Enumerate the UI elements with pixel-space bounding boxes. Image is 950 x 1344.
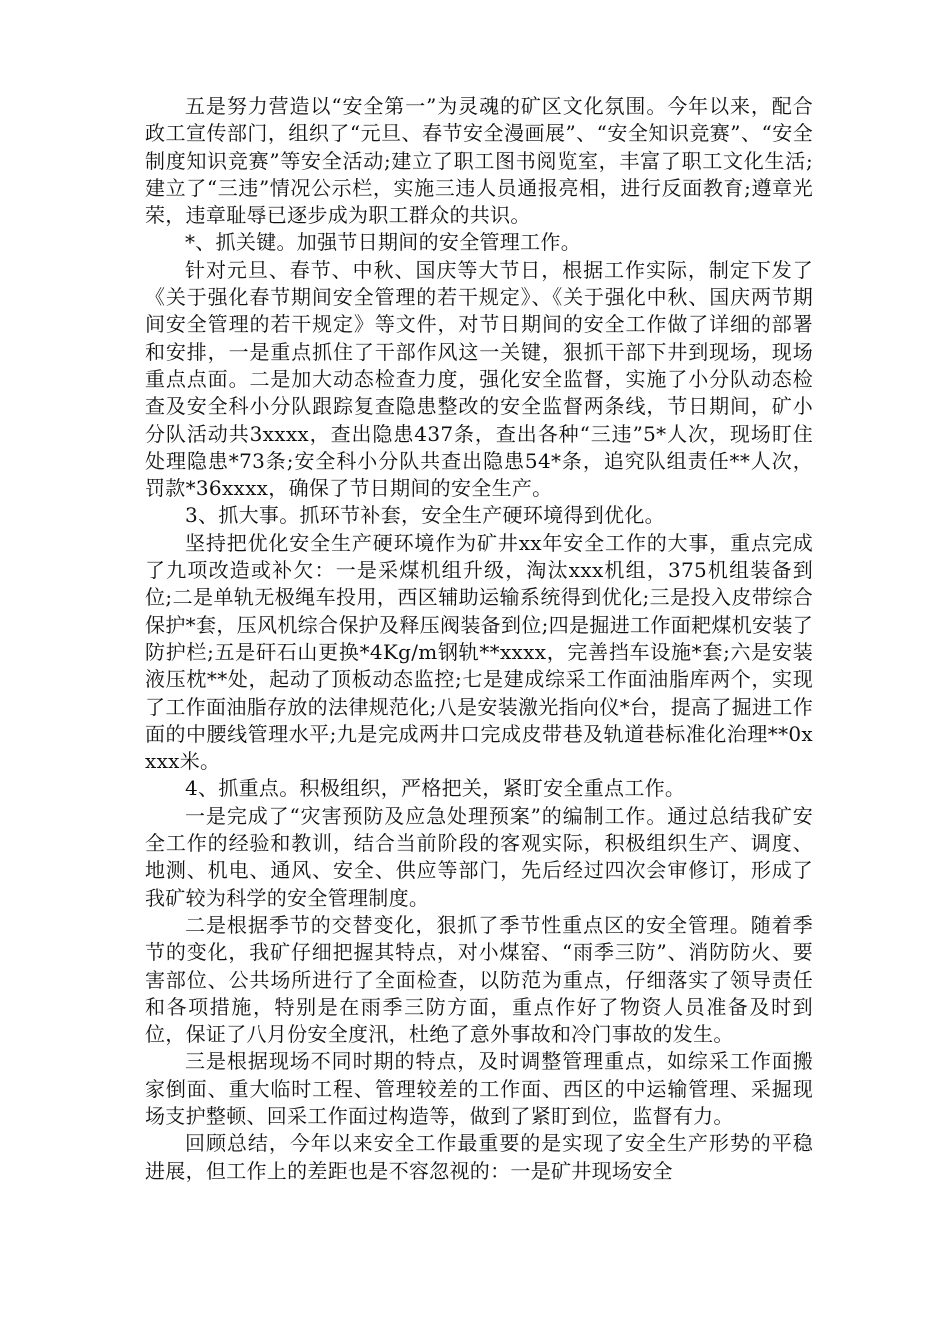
paragraph-holiday-safety: 针对元旦、春节、中秋、国庆等大节日，根据工作实际，制定下发了《关于强化春节期间安全管理的若干规定》、《关于强化中秋、国庆两节期间安全管理的若干规定》等文件，对节日期间的安全工作做了详细的部署和安排，一是重点抓住了干部作风这一关键，狠抓干部下井到现场，现场重点点面。二是加大动态检查力度，强化安全监督，实施了小分队动态检查及安全科小分队跟踪复查隐患整改的安全监督两条线，节日期间，矿小分队活动共3xxxx，查出隐患437条，查出各种“三违”5*人次，现场盯住处理隐患*73条;安全科小分队共查出隐患54*条，追究队组责任**人次，罚款*36xxxx，确保了节日期间的安全生产。: [145, 257, 813, 501]
heading-major-matters: 3、抓大事。抓环节补套，安全生产硬环境得到优化。: [185, 503, 665, 528]
heading-focus-work: 4、抓重点。积极组织，严格把关，紧盯安全重点工作。: [185, 776, 686, 801]
paragraph-seasonal-management: 二是根据季节的交替变化，狠抓了季节性重点区的安全管理。随着季节的变化，我矿仔细把握其特点，对小煤窑、“雨季三防”、消防防火、要害部位、公共场所进行了全面检查，以防范为重点，仔细落实了领导责任和各项措施，特别是在雨季三防方面，重点作好了物资人员准备及时到位，保证了八月份安全度汛，杜绝了意外事故和冷门事故的发生。: [145, 912, 813, 1047]
document-body: [145, 93, 813, 1185]
paragraph-culture: 五是努力营造以“安全第一”为灵魂的矿区文化氛围。今年以来，配合政工宣传部门，组织了“元旦、春节安全漫画展”、“安全知识竞赛”、“安全制度知识竞赛”等安全活动;建立了职工图书阅览室，丰富了职工文化生活;建立了“三违”情况公示栏，实施三违人员通报亮相，进行反面教育;遵章光荣，违章耻辱已逐步成为职工群众的共识。: [145, 94, 813, 228]
heading-key-point: *、抓关键。加强节日期间的安全管理工作。: [185, 230, 581, 255]
paragraph-hard-environment: 坚持把优化安全生产硬环境作为矿井xx年安全工作的大事，重点完成了九项改造或补欠：一是采煤机组升级，淘汰xxx机组，375机组装备到位;二是单轨无极绳车投用，西区辅助运输系统得到优化;三是投入皮带综合保护*套，压风机综合保护及释压阀装备到位;四是掘进工作面耙煤机安装了防护栏;五是矸石山更换*4Kg/m钢轨**xxxx，完善挡车设施*套;六是安装液压枕**处，起动了顶板动态监控;七是建成综采工作面油脂库两个，实现了工作面油脂存放的法律规范化;八是安装激光指向仪*台，提高了掘进工作面的中腰线管理水平;九是完成两井口完成皮带巷及轨道巷标准化治理**0xxxx米。: [145, 530, 813, 774]
paragraph-review-summary: 回顾总结，今年以来安全工作最重要的是实现了安全生产形势的平稳进展，但工作上的差距也是不容忽视的：一是矿井现场安全: [145, 1131, 813, 1183]
paragraph-site-management: 三是根据现场不同时期的特点，及时调整管理重点，如综采工作面搬家倒面、重大临时工程、管理较差的工作面、西区的中运输管理、采掘现场支护整顿、回采工作面过构造等，做到了紧盯到位，监督有力。: [145, 1049, 813, 1128]
paragraph-emergency-plan: 一是完成了“灾害预防及应急处理预案”的编制工作。通过总结我矿安全工作的经验和教训，结合当前阶段的客观实际，积极组织生产、调度、地测、机电、通风、安全、供应等部门，先后经过四次会审修订，形成了我矿较为科学的安全管理制度。: [145, 803, 813, 910]
